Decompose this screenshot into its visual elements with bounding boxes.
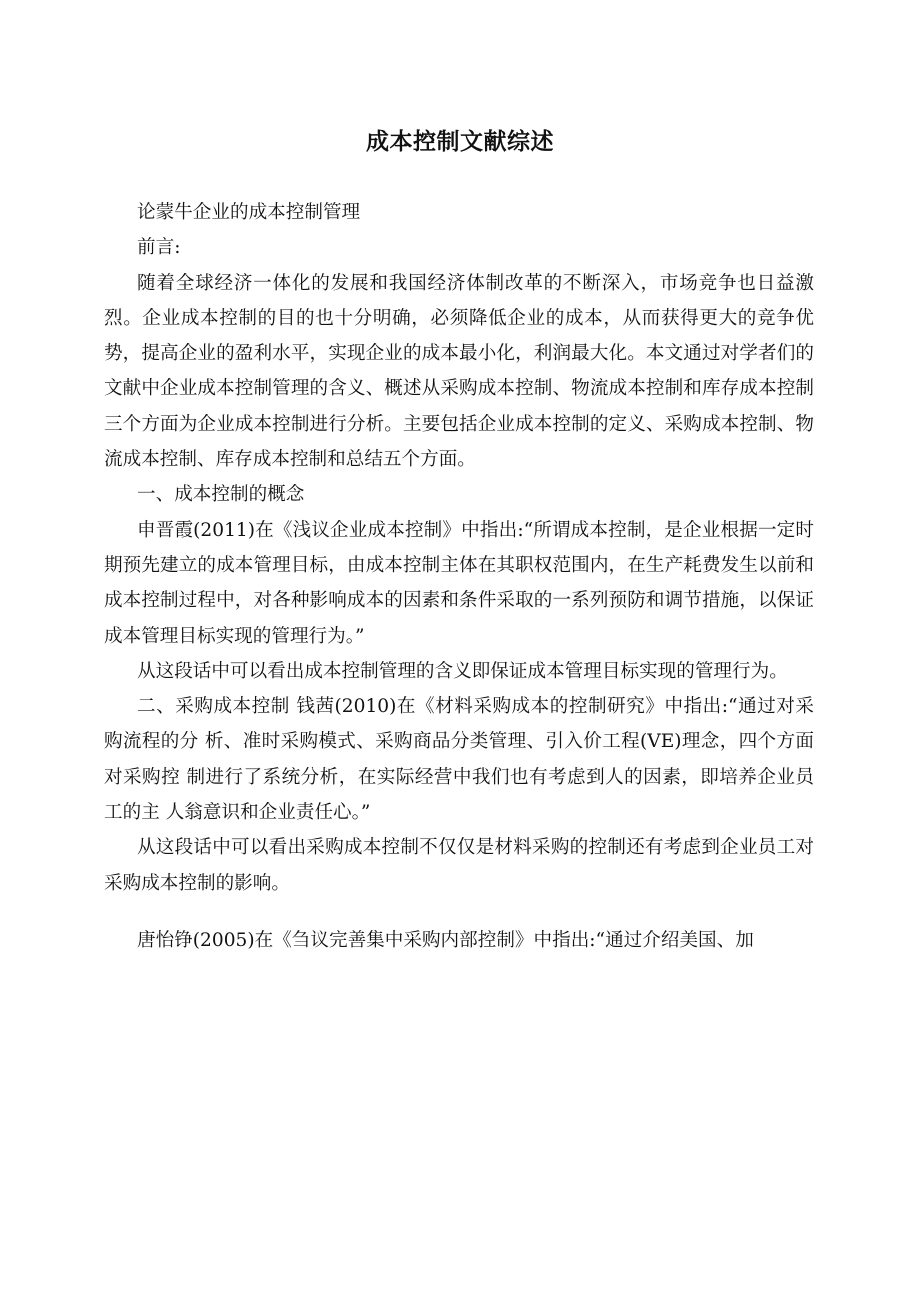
preface-paragraph: 随着全球经济一体化的发展和我国经济体制改革的不断深入，市场竞争也日益激烈。企业成本控制的目的也十分明确，必须降低企业的成本，从而获得更大的竞争优势，提高企业的盈利水平，实现企业的成本最小化，利润最大化。本文通过对学者们的文献中企业成本控制管理的含义、概述从采购成本控制、物流成本控制和库存成本控制三个方面为企业成本控制进行分析。主要包括企业成本控制的定义、采购成本控制、物流成本控制、库存成本控制和总结五个方面。 (104, 272, 814, 471)
document-title: 成本控制文献综述 (366, 129, 554, 155)
quote-paragraph-1: 申晋霞(2011)在《浅议企业成本控制》中指出:“所谓成本控制，是企业根据一定时期预先建立的成本管理目标，由成本控制主体在其职权范围内，在生产耗费发生以前和成本控制过程中，对各种影响成本的因素和条件采取的一系列预防和调节措施，以保证成本管理目标实现的管理行为。” (104, 519, 814, 647)
paper-subject: 论蒙牛企业的成本控制管理 (137, 202, 361, 223)
commentary-paragraph-1: 从这段话中可以看出成本控制管理的含义即保证成本管理目标实现的管理行为。 (137, 660, 788, 682)
section-2-paragraph: 二、采购成本控制 钱茜(2010)在《材料采购成本的控制研究》中指出:“通过对采购流程的分 析、准时采购模式、采购商品分类管理、引入价工程(VE)理念，四个方面对采购控 制进行了系统分析，在实际经营中我们也有考虑到人的因素，即培养企业员工的主 人翁意识和企业责任心。” (104, 696, 814, 824)
document-body (104, 195, 814, 958)
commentary-paragraph-2: 从这段话中可以看出采购成本控制不仅仅是材料采购的控制还有考虑到企业员工对采购成本控制的影响。 (104, 837, 814, 894)
preface-heading: 前言: (137, 237, 181, 259)
section-1-heading: 一、成本控制的概念 (137, 484, 305, 506)
quote-paragraph-3: 唐怡铮(2005)在《刍议完善集中采购内部控制》中指出:“通过介绍美国、加 (137, 929, 754, 951)
